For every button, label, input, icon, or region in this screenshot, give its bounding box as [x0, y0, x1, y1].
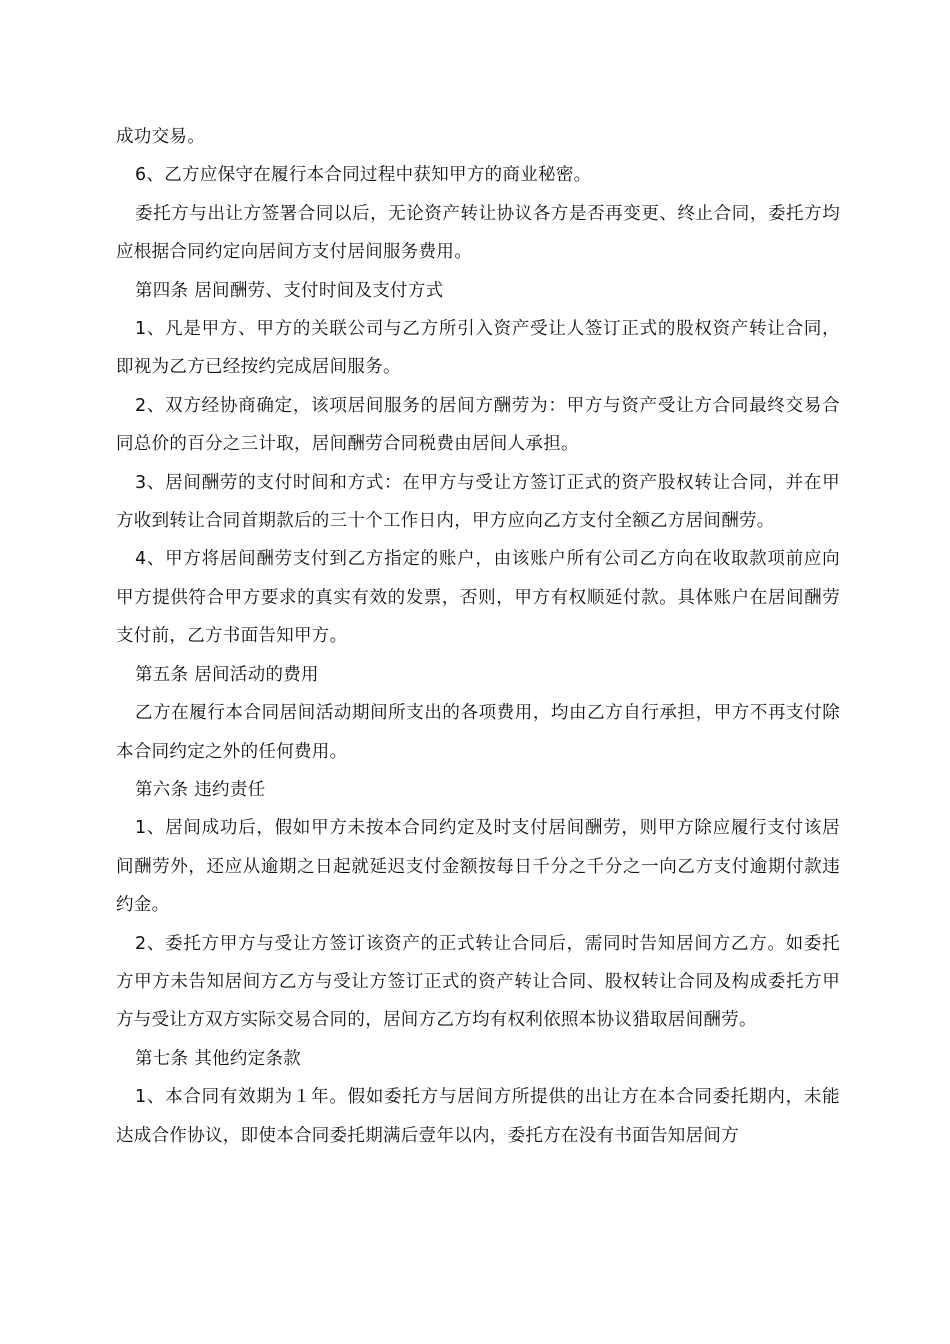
paragraph-payment-obligation: 委托方与出让方签署合同以后，无论资产转让协议各方是否再变更、终止合同，委托方均应根据合同约定向居间方支付居间服务费用。 [116, 203, 840, 263]
article-5-body: 乙方在履行本合同居间活动期间所支出的各项费用，均由乙方自行承担，甲方不再支付除本合同约定之外的任何费用。 [116, 703, 840, 762]
article-4-clause-1: 1、凡是甲方、甲方的关联公司与乙方所引入资产受让人签订正式的股权资产转让合同，即视为乙方已经按约完成居间服务。 [116, 319, 840, 378]
document-body [116, 118, 840, 1155]
article-4-clause-2: 2、双方经协商确定，该项居间服务的居间方酬劳为：甲方与资产受让方合同最终交易合同总价的百分之三计取，居间酬劳合同税费由居间人承担。 [116, 395, 840, 455]
paragraph-clause-6: 6、乙方应保守在履行本合同过程中获知甲方的商业秘密。 [135, 165, 592, 186]
article-7-clause-1: 1、本合同有效期为１年。假如委托方与居间方所提供的出让方在本合同委托期内，未能达成合作协议，即使本合同委托期满后壹年以内，委托方在没有书面告知居间方 [116, 1087, 840, 1146]
article-6-clause-1: 1、居间成功后，假如甲方未按本合同约定及时支付居间酬劳，则甲方除应履行支付该居间酬劳外，还应从逾期之日起就延迟支付金额按每日千分之千分之一向乙方支付逾期付款违约金。 [116, 818, 840, 916]
article-6-clause-2: 2、委托方甲方与受让方签订该资产的正式转让合同后，需同时告知居间方乙方。如委托方甲方未告知居间方乙方与受让方签订正式的资产转让合同、股权转让合同及构成委托方甲方与受让方双方实际交易合同的，居间方乙方均有权利依照本协议猎取居间酬劳。 [116, 933, 840, 1031]
article-5-heading: 第五条 居间活动的费用 [135, 664, 319, 685]
article-4-clause-3: 3、居间酬劳的支付时间和方式：在甲方与受让方签订正式的资产股权转让合同，并在甲方收到转让合同首期款后的三十个工作日内，甲方应向乙方支付全额乙方居间酬劳。 [116, 472, 840, 532]
article-4-heading: 第四条 居间酬劳、支付时间及支付方式 [135, 280, 444, 301]
article-6-heading: 第六条 违约责任 [135, 779, 266, 800]
article-7-heading: 第七条 其他约定条款 [135, 1048, 302, 1069]
paragraph-continuation: 成功交易。 [116, 127, 205, 147]
article-4-clause-4: 4、甲方将居间酬劳支付到乙方指定的账户，由该账户所有公司乙方向在收取款项前应向甲方提供符合甲方要求的真实有效的发票，否则，甲方有权顺延付款。具体账户在居间酬劳支付前，乙方书面告知甲方。 [116, 549, 840, 647]
